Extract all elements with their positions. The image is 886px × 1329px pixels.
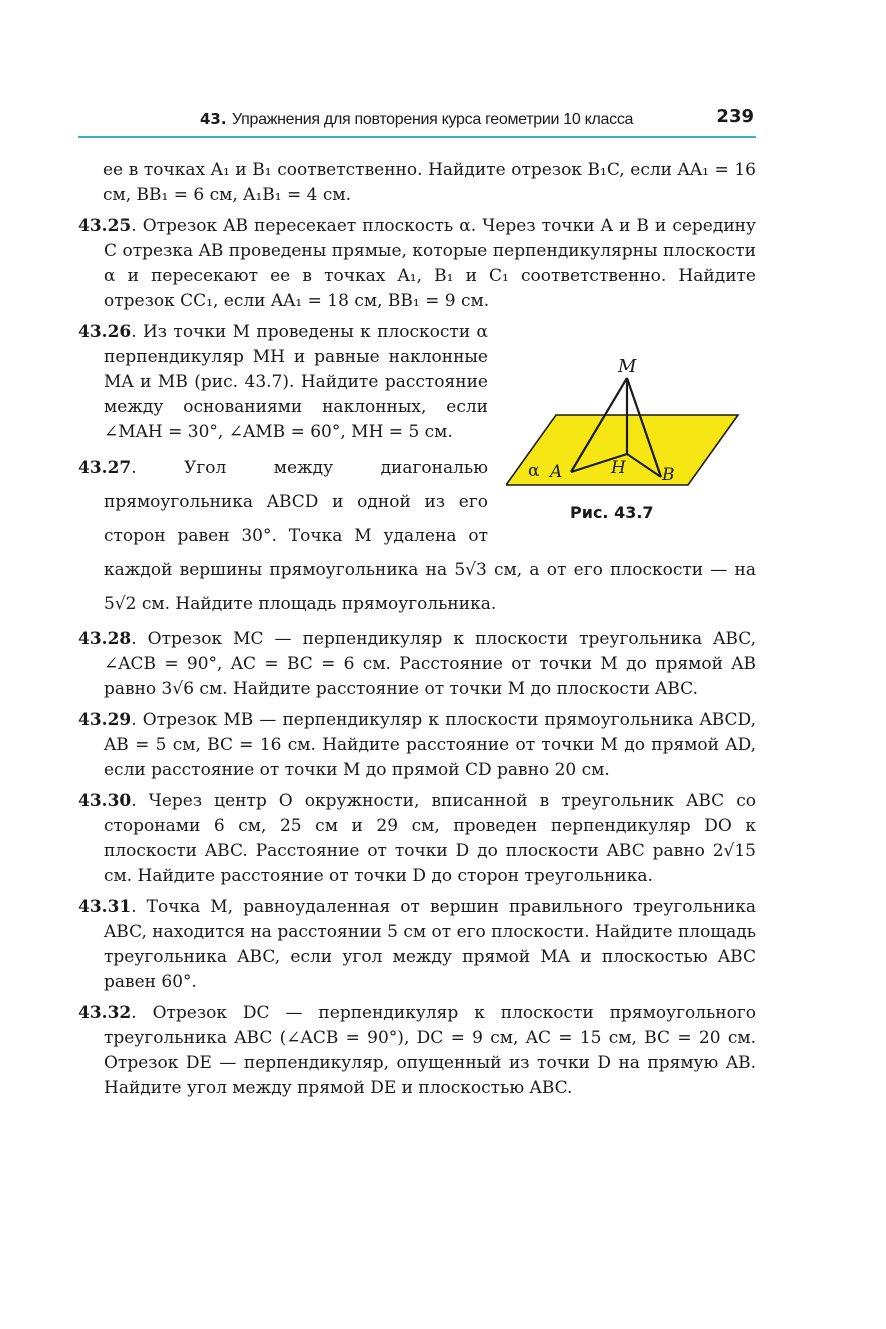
figure-drawing — [506, 320, 756, 495]
problem-43-25 — [78, 214, 756, 314]
figure-caption: Рис. 43.7 — [570, 503, 654, 522]
problem-number: 43.27 — [78, 458, 132, 478]
label-A: A — [550, 462, 563, 482]
problem-text: . Через центр O окружности, вписанной в треугольник ABC со сторонами 6 см, 25 см и 29 см, проведен перпендикуляр DO к плоскости ABC. Расстояние от точки D до плоскости ABC равно 2√15 см. Найдите расстояние от точки D до сторон треугольника. — [104, 791, 756, 886]
problem-number: 43.28 — [78, 629, 132, 649]
problem-43-29 — [78, 708, 756, 783]
problem-number: 43.32 — [78, 1003, 132, 1023]
section-number: 43. — [200, 110, 227, 128]
section-title: Упражнения для повторения курса геометрии 10 класса — [232, 111, 634, 128]
problem-43-30 — [78, 789, 756, 889]
problem-number: 43.30 — [78, 791, 132, 811]
continuation-text: ее в точках A₁ и B₁ соответственно. Найдите отрезок B₁C, если AA₁ = 16 см, BB₁ = 6 см, A₁B₁ = 4 см. — [103, 160, 756, 205]
page-number: 239 — [716, 106, 754, 127]
problem-number: 43.31 — [78, 897, 132, 917]
problem-43-31 — [78, 895, 756, 995]
problem-text: . Точка M, равноудаленная от вершин правильного треугольника ABC, находится на расстоянии 5 см от его плоскости. Найдите площадь треугольника ABC, если угол между прямой MA и плоскостью ABC равен 60°. — [104, 897, 756, 992]
problem-text: . Отрезок MB — перпендикуляр к плоскости прямоугольника ABCD, AB = 5 см, BC = 16 см. Найдите расстояние от точки M до прямой AD, если расстояние от точки M до прямой CD равно 20 см. — [104, 710, 756, 780]
problem-43-32 — [78, 1001, 756, 1101]
label-H: H — [611, 458, 626, 478]
problem-text: . Из точки M проведены к плоскости α перпендикуляр MH и равные наклонные MA и MB (рис. 43.7). Найдите расстояние между основаниями наклонных, если ∠MAH = 30°, ∠AMB = 60°, MH = 5 см. — [104, 322, 488, 442]
label-M: M — [618, 356, 637, 377]
problem-number: 43.26 — [78, 322, 132, 342]
page-header — [78, 104, 756, 138]
problem-text: . Отрезок DC — перпендикуляр к плоскости прямоугольного треугольника ABC (∠ACB = 90°), DC = 9 см, AC = 15 см, BC = 20 см. Отрезок DE — перпендикуляр, опущенный из точки D на прямую AB. Найдите угол между прямой DE и плоскостью ABC. — [104, 1003, 756, 1098]
figure-43-7 — [506, 320, 756, 535]
problem-number: 43.25 — [78, 216, 132, 236]
problem-text: . Отрезок AB пересекает плоскость α. Через точки A и B и середину C отрезка AB проведены прямые, которые перпендикулярны плоскости α и пересекают ее в точках A₁, B₁ и C₁ соответственно. Найдите отрезок CC₁, если AA₁ = 18 см, BB₁ = 9 см. — [104, 216, 756, 311]
label-B: B — [662, 465, 675, 485]
problem-43-28 — [78, 627, 756, 702]
problem-text: . Угол между диагональю прямоугольника ABCD и одной из его сторон равен 30°. Точка M удалена от каждой вершины прямоугольника на 5√3 см, а от его плоскости — на 5√2 см. Найдите площадь прямоугольника. — [104, 458, 756, 614]
page-content — [78, 158, 756, 1107]
problem-number: 43.29 — [78, 710, 132, 730]
label-alpha: α — [528, 461, 540, 481]
problem-text: . Отрезок MC — перпендикуляр к плоскости треугольника ABC, ∠ACB = 90°, AC = BC = 6 см. Расстояние от точки M до прямой AB равно 3√6 см. Найдите расстояние от точки M до плоскости ABC. — [104, 629, 756, 699]
